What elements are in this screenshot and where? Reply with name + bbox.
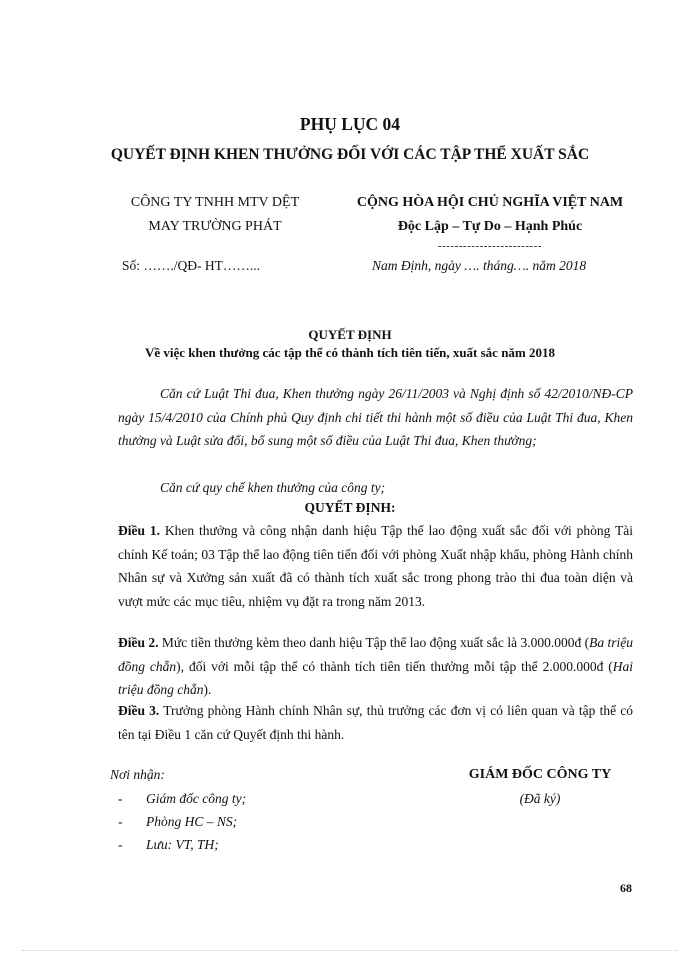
nation-name: CỘNG HÒA HỘI CHỦ NGHĨA VIỆT NAM bbox=[356, 195, 624, 210]
article-1 bbox=[118, 519, 633, 613]
page-number: 68 bbox=[620, 881, 632, 895]
article-3-label: Điều 3. bbox=[118, 703, 160, 718]
article-1-label: Điều 1. bbox=[118, 523, 161, 538]
national-motto: Độc Lập – Tự Do – Hạnh Phúc bbox=[397, 219, 583, 234]
legal-basis-paragraph: Căn cứ Luật Thi đua, Khen thưởng ngày 26/11/2003 và Nghị định số 42/2010/NĐ-CP ngày 15/4/2010 của Chính phủ Quy định chi tiết thi hành một số điều của Luật Thi đua, Khen thưởng và Luật sửa đổi, bổ sung một số điều của Luật Thi đua, Khen thưởng; bbox=[118, 386, 633, 448]
recipients-label: Nơi nhận: bbox=[110, 767, 165, 782]
article-3-text: Trưởng phòng Hành chính Nhân sự, thủ trưởng các đơn vị có liên quan và tập thể có tên tại Điều 1 căn cứ Quyết định thi hành. bbox=[118, 703, 633, 742]
article-2-amount-words-2: Hai triệu đồng chẵn bbox=[118, 658, 633, 697]
motto-underline: ------------------------- bbox=[437, 240, 543, 252]
list-dash: - bbox=[118, 837, 123, 852]
article-2-label: Điều 2. bbox=[118, 635, 159, 650]
article-2-text-1: Mức tiền thưởng kèm theo danh hiệu Tập thể lao động xuất sắc là 3.000.000đ ( bbox=[158, 635, 590, 650]
article-2-text-3: ). bbox=[203, 682, 212, 697]
signer-title: GIÁM ĐỐC CÔNG TY bbox=[468, 767, 612, 782]
recipient-item bbox=[118, 814, 237, 830]
recipient-item bbox=[118, 791, 246, 807]
list-dash: - bbox=[118, 791, 123, 806]
article-1-text: Khen thưởng và công nhận danh hiệu Tập thể lao động xuất sắc đối với phòng Tài chính Kế toán; 03 Tập thể lao động tiên tiến đối với phòng Xuất nhập khẩu, phòng Hành chính Nhân sự và Xưởng sản xuất đã có thành tích xuất sắc trong phong trào thi đua toàn diện và vượt mức các mục tiêu, nhiệm vụ đặt ra trong năm 2013. bbox=[118, 523, 633, 609]
document-heading: QUYẾT ĐỊNH KHEN THƯỞNG ĐỐI VỚI CÁC TẬP THỂ XUẤT SẮC bbox=[110, 146, 590, 163]
recipient-item bbox=[118, 837, 219, 853]
national-header bbox=[340, 191, 640, 253]
decision-subtitle: Về việc khen thưởng các tập thể có thành tích tiên tiến, xuất sắc năm 2018 bbox=[144, 345, 556, 360]
article-2 bbox=[118, 631, 633, 702]
recipient-text: Phòng HC – NS; bbox=[146, 814, 238, 829]
decision-title: QUYẾT ĐỊNH bbox=[308, 327, 392, 342]
company-name-line-1: CÔNG TY TNHH MTV DỆT bbox=[130, 195, 300, 210]
list-dash: - bbox=[118, 814, 123, 829]
company-regulation-basis: Căn cứ quy chế khen thưởng của công ty; bbox=[160, 480, 386, 495]
article-3 bbox=[118, 699, 633, 746]
company-name-line-2: MAY TRƯỜNG PHÁT bbox=[148, 219, 282, 234]
company-block bbox=[100, 191, 330, 239]
decides-heading: QUYẾT ĐỊNH: bbox=[304, 500, 396, 515]
article-2-amount-words-1: Ba triệu đồng chẵn bbox=[118, 635, 634, 674]
recipient-text: Giám đốc công ty; bbox=[146, 791, 247, 806]
recipient-text: Lưu: VT, TH; bbox=[146, 837, 219, 852]
place-date: Nam Định, ngày …. tháng…. năm 2018 bbox=[372, 258, 587, 273]
article-2-text-2: ), đối với mỗi tập thể có thành tích tiên tiến thưởng mỗi tập thể 2.000.000đ ( bbox=[176, 658, 613, 674]
signed-note: (Đã ký) bbox=[519, 791, 561, 806]
document-number: Số: ……./QĐ- HT……... bbox=[122, 258, 260, 273]
appendix-title: PHỤ LỤC 04 bbox=[299, 114, 401, 134]
footer-divider bbox=[22, 950, 678, 951]
